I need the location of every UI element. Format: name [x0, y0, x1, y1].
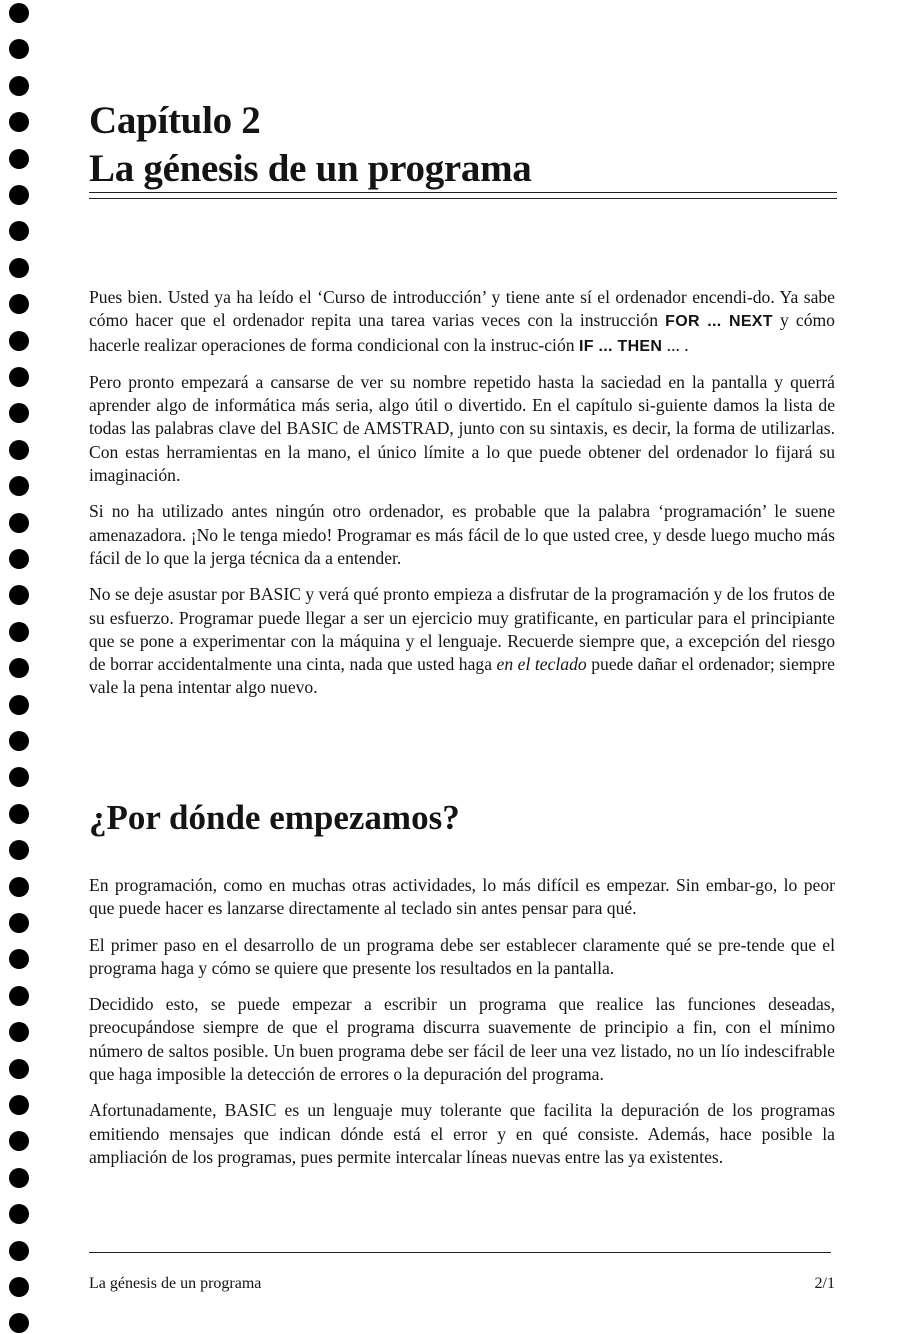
intro-paragraph-4: [89, 583, 835, 699]
chapter-heading: [89, 97, 835, 193]
chapter-label: Capítulo 2: [89, 99, 261, 142]
binder-hole: [9, 1095, 29, 1115]
binder-hole: [9, 804, 29, 824]
section-paragraph-4: Afortunadamente, BASIC es un lenguaje muy tolerante que facilita la depuración de los programas emitiendo mensajes que indican dónde está el error y en qué consiste. Además, hace posible la ampliación de los programas, pues permite intercalar líneas nuevas entre las ya existentes.: [89, 1100, 835, 1167]
binder-hole: [9, 185, 29, 205]
page-number: 2/1: [814, 1275, 835, 1292]
section-paragraph-1: En programación, como en muchas otras actividades, lo más difícil es empezar. Sin embar-go, lo peor que puede hacer es lanzarse directamente al teclado sin antes pensar para qué.: [89, 875, 835, 919]
binder-hole: [9, 949, 29, 969]
binder-hole: [9, 1059, 29, 1079]
binder-hole: [9, 1241, 29, 1261]
binder-hole: [9, 840, 29, 860]
binder-hole: [9, 513, 29, 533]
binder-hole: [9, 112, 29, 132]
binder-hole: [9, 549, 29, 569]
intro-p1-text-c: ... .: [666, 334, 689, 355]
binder-hole: [9, 986, 29, 1006]
binder-hole: [9, 476, 29, 496]
section-paragraph-2: El primer paso en el desarrollo de un programa debe ser establecer claramente qué se pre-tende que el programa haga y cómo se quiere que presente los resultados en la pantalla.: [89, 934, 835, 978]
intro-section: [89, 286, 835, 713]
binder-hole: [9, 3, 29, 23]
binder-holes: [0, 0, 40, 1334]
binder-hole: [9, 221, 29, 241]
binder-hole: [9, 1204, 29, 1224]
section-body: [89, 874, 835, 1182]
binder-hole: [9, 440, 29, 460]
binder-hole: [9, 767, 29, 787]
binder-hole: [9, 294, 29, 314]
binder-hole: [9, 1131, 29, 1151]
chapter-title: La génesis de un programa: [89, 147, 532, 190]
footer-title: La génesis de un programa: [89, 1275, 262, 1292]
binder-hole: [9, 695, 29, 715]
intro-p4-emphasis: en el teclado: [496, 654, 587, 675]
binder-hole: [9, 149, 29, 169]
binder-hole: [9, 331, 29, 351]
section-heading: ¿Por dónde empezamos?: [89, 798, 460, 837]
intro-paragraph-2: Pero pronto empezará a cansarse de ver su nombre repetido hasta la saciedad en la pantalla y querrá aprender algo de informática más seria, algo útil o divertido. En el capítulo si-guiente damos la lista de todas las palabras clave del BASIC de AMSTRAD, junto con su sintaxis, es decir, la forma de utilizarlas. Con estas herramientas en la mano, el único límite a lo que puede obtener del ordenador lo fijará su imaginación.: [89, 371, 835, 486]
intro-p4-text-b: puede dañar el ordenador; siempre vale la pena intentar algo nuevo.: [89, 654, 835, 698]
binder-hole: [9, 1168, 29, 1188]
keyword-for-next: FOR ... NEXT: [665, 313, 773, 331]
title-rule: [89, 192, 837, 199]
keyword-if-then: IF ... THEN: [578, 337, 663, 355]
intro-p1-text-a: Pues bien. Usted ya ha leído el ‘Curso de introducción’ y tiene ante sí el ordenador encendi-do. Ya sabe cómo hacer que el ordenador repita una tarea varias veces con la instrucción: [89, 287, 835, 331]
intro-paragraph-3: Si no ha utilizado antes ningún otro ordenador, es probable que la palabra ‘programación’ le suene amenazadora. ¡No le tenga miedo! Programar es más fácil de lo que usted cree, y desde luego mucho más fácil de lo que la jerga técnica da a entender.: [89, 501, 835, 568]
binder-hole: [9, 1313, 29, 1333]
binder-hole: [9, 367, 29, 387]
intro-p4-text-a: No se deje asustar por BASIC y verá qué pronto empieza a disfrutar de la programación y de los frutos de su esfuerzo. Programar puede llegar a ser un ejercicio muy gratificante, en particular para el principiante que se pone a experimentar con la máquina y el lenguaje. Recuerde siempre que, a excepción del riesgo de borrar accidentalmente una cinta, nada que usted haga: [89, 584, 835, 675]
binder-hole: [9, 877, 29, 897]
binder-hole: [9, 1022, 29, 1042]
binder-hole: [9, 731, 29, 751]
binder-hole: [9, 39, 29, 59]
binder-hole: [9, 403, 29, 423]
binder-hole: [9, 585, 29, 605]
binder-hole: [9, 913, 29, 933]
page-footer: [89, 1275, 835, 1293]
intro-paragraph-1: [89, 286, 835, 358]
section-paragraph-3: Decidido esto, se puede empezar a escribir un programa que realice las funciones deseadas, preocupándose siempre de que el programa discurra suavemente de principio a fin, con el mínimo número de saltos posible. Un buen programa debe ser fácil de leer una vez listado, no un lío indescifrable que haga imposible la detección de errores o la depuración del programa.: [89, 994, 835, 1085]
binder-hole: [9, 76, 29, 96]
footer-rule: [89, 1252, 831, 1253]
binder-hole: [9, 658, 29, 678]
binder-hole: [9, 622, 29, 642]
intro-p1-text-b: y cómo hacerle realizar operaciones de forma condicional con la instruc-ción: [89, 310, 835, 355]
binder-hole: [9, 258, 29, 278]
binder-hole: [9, 1277, 29, 1297]
